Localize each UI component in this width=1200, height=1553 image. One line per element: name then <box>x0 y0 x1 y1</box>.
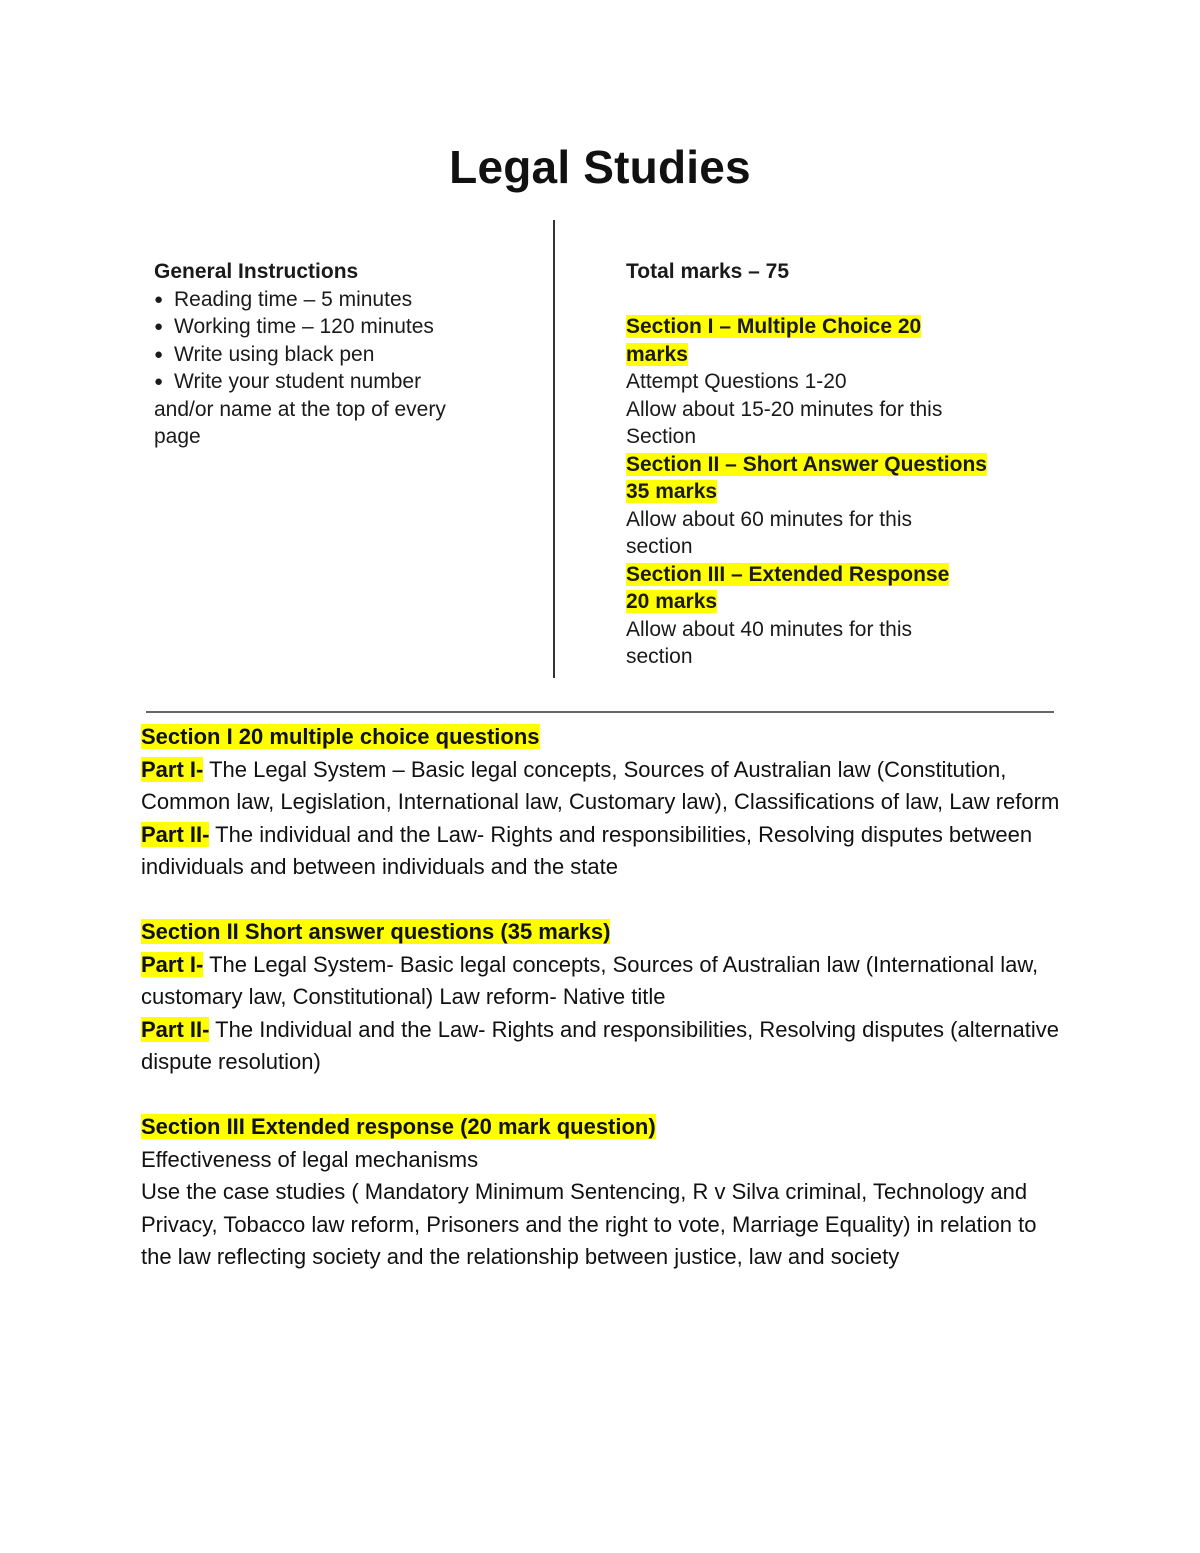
horizontal-divider <box>146 711 1054 713</box>
general-instructions-heading: General Instructions <box>154 260 359 283</box>
part-text: The individual and the Law- Rights and responsibilities, Resolving disputes between individuals and between individuals and the state <box>141 821 1033 879</box>
part-text: The Individual and the Law- Rights and responsibilities, Resolving disputes (alternative dispute resolution) <box>141 1016 1059 1074</box>
part-text: The Legal System- Basic legal concepts, Sources of Australian law (International law, customary law, Constitutional) Law reform- Native title <box>141 951 1039 1009</box>
section-3-time: Allow about 40 minutes for this section <box>626 617 912 668</box>
section-1-details <box>141 721 1071 884</box>
section-2-heading: Section II Short answer questions (35 marks) <box>141 919 611 944</box>
section-3-details <box>141 1111 1071 1274</box>
section-details <box>141 721 1071 1274</box>
part-text: The Legal System – Basic legal concepts, Sources of Australian law (Constitution, Common law, Legislation, International law, Customary law), Classifications of law, Law reform <box>141 756 1060 814</box>
general-instructions <box>154 258 514 451</box>
section-1-heading: Section I 20 multiple choice questions <box>141 724 540 749</box>
marks-summary <box>626 258 1016 671</box>
total-marks: Total marks – 75 <box>626 260 790 283</box>
section-2-title: Section II – Short Answer Questions <box>626 452 987 476</box>
section-1-title: Section I – Multiple Choice 20 <box>626 315 922 338</box>
section-3-line-1: Effectiveness of legal mechanisms <box>141 1146 479 1172</box>
section-2-part-2 <box>141 1014 1071 1079</box>
part-label: Part I- <box>141 756 204 782</box>
column-divider <box>553 220 555 678</box>
part-label: Part II- <box>141 1016 210 1042</box>
section-1-time: Allow about 15-20 minutes for this Section <box>626 397 943 448</box>
section-1-attempt: Attempt Questions 1-20 <box>626 370 847 393</box>
instruction-item: ● Working time – 120 minutes <box>154 313 514 341</box>
section-2-time: Allow about 60 minutes for this section <box>626 507 912 558</box>
section-1-part-2 <box>141 819 1071 884</box>
section-3-line-2: Use the case studies ( Mandatory Minimum Sentencing, R v Silva criminal, Technology and Privacy, Tobacco law reform, Prisoners and the right to vote, Marriage Equality) in relation to the law reflecting society and the relationship between justice, law and society <box>141 1179 1037 1269</box>
instruction-item: ● Write your student number <box>154 368 514 396</box>
instruction-continuation: and/or name at the top of every page <box>154 397 446 448</box>
section-3-heading: Section III Extended response (20 mark question) <box>141 1114 656 1139</box>
section-2-marks: 35 marks <box>626 480 718 503</box>
section-1-part-1 <box>141 754 1071 819</box>
part-label: Part II- <box>141 821 210 847</box>
page-title: Legal Studies <box>449 141 751 193</box>
section-2-summary <box>626 451 1016 561</box>
part-label: Part I- <box>141 951 204 977</box>
section-1-summary <box>626 313 1016 451</box>
section-2-part-1 <box>141 949 1071 1014</box>
section-1-marks: marks <box>626 342 688 366</box>
instruction-item: ● Write using black pen <box>154 341 514 369</box>
section-3-marks: 20 marks <box>626 590 718 613</box>
section-3-title: Section III – Extended Response <box>626 562 950 586</box>
section-2-details <box>141 916 1071 1079</box>
section-3-summary <box>626 561 1016 671</box>
instruction-item: ● Reading time – 5 minutes <box>154 286 514 314</box>
